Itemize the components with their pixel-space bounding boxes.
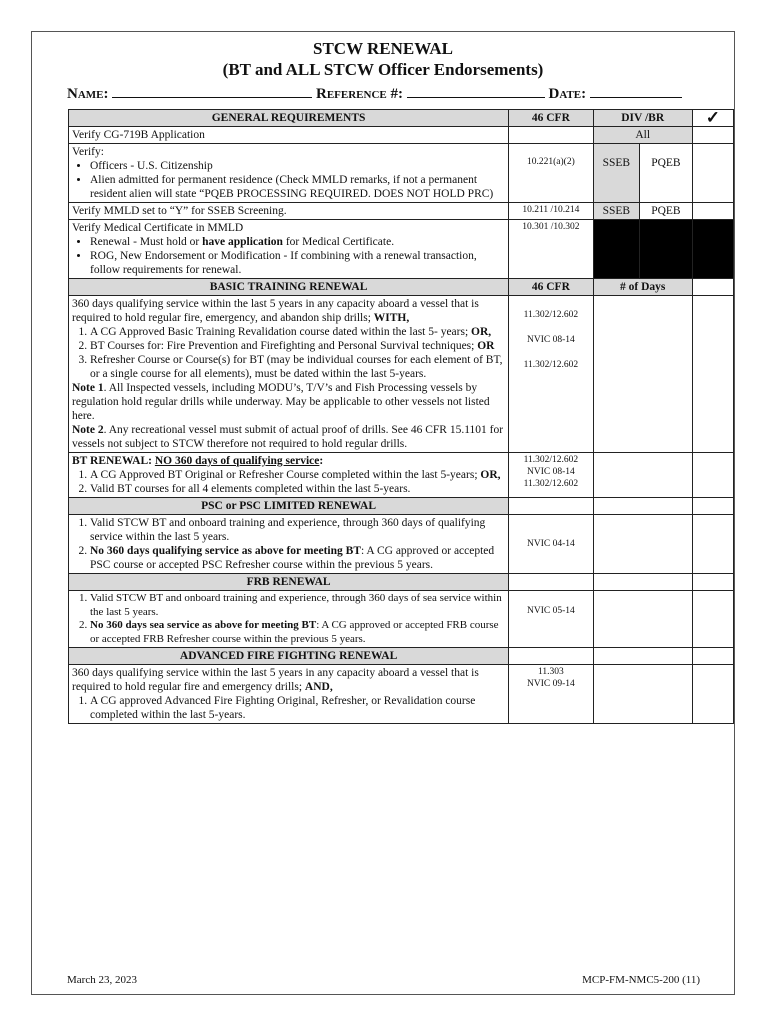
blacked-out-cell xyxy=(692,220,733,279)
table-row xyxy=(69,220,734,279)
days-col-header: # of Days xyxy=(593,279,692,296)
section-header-basic-training xyxy=(69,279,734,296)
blacked-out-cell xyxy=(640,220,693,279)
date-label: Date: xyxy=(548,86,587,102)
header-line xyxy=(67,84,682,103)
table-row xyxy=(69,515,734,574)
note-1: Note 1. All Inspected vessels, including MODU’s, T/V’s and Fish Processing vessels by regulation hold regular drills while underway. May be applicable to other vessels not listed here. xyxy=(72,382,490,422)
list-item: 1. A CG approved Advanced Fire Fighting Original, Refresher, or Revalidation course completed within the last 5-years. xyxy=(90,694,505,722)
note-2: Note 2. Any recreational vessel must submit of actual proof of drills. See 46 CFR 15.1101 for vessels not subject to STCW therefore not required to hold regular drills. xyxy=(72,424,504,450)
div-cell: SSEB xyxy=(593,203,639,220)
list-item: • Officers - U.S. Citizenship xyxy=(90,159,505,173)
list-item: 2. No 360 days qualifying service as above for meeting BT: A CG approved or accepted PSC course or accepted PSC Refresher course within the previous 5 years. xyxy=(90,544,505,572)
list-item: • ROG, New Endorsement or Modification - If combining with a renewal transaction, follow requirements for renewal. xyxy=(90,249,505,277)
days-cell[interactable] xyxy=(593,296,692,453)
table-row xyxy=(69,453,734,498)
section-header-aff xyxy=(69,648,734,665)
row-text xyxy=(69,591,509,648)
medical-intro: Verify Medical Certificate in MMLD xyxy=(72,222,244,234)
days-cell[interactable] xyxy=(593,591,692,648)
cfr-cell: 10.301 /10.302 xyxy=(509,220,593,279)
section-header-psc xyxy=(69,498,734,515)
list-item: • Renewal - Must hold or have application for Medical Certificate. xyxy=(90,235,505,249)
cfr-cell: NVIC 04-14 xyxy=(509,515,593,574)
blacked-out-cell xyxy=(593,220,639,279)
check-cell[interactable] xyxy=(692,591,733,648)
check-cell[interactable] xyxy=(692,665,733,724)
check-cell[interactable] xyxy=(692,296,733,453)
cfr-cell: 11.303 NVIC 09-14 xyxy=(509,665,593,724)
list-item: 3. Refresher Course or Course(s) for BT (may be individual courses for each element of BT, or a single course for all elements), must be dated within the last 5-years. xyxy=(90,353,505,381)
checkmark-col-header: ✓ xyxy=(692,110,733,127)
days-cell[interactable] xyxy=(593,453,692,498)
check-cell[interactable] xyxy=(692,127,733,144)
table-row xyxy=(69,296,734,453)
table-row xyxy=(69,203,734,220)
row-text: BT RENEWAL: NO 360 days of qualifying service: 1. A CG Approved BT Original or Refresher Course completed within the last 5-years; OR, 2. Valid BT courses for all 4 elements completed within the last 5-years. xyxy=(69,453,509,498)
div-col-header: DIV /BR xyxy=(593,110,692,127)
row-text xyxy=(69,515,509,574)
cfr-cell: NVIC 05-14 xyxy=(509,591,593,648)
requirements-table xyxy=(68,109,734,724)
form-title: STCW RENEWAL xyxy=(313,39,453,58)
list-item: 2. No 360 days sea service as above for meeting BT: A CG approved or accepted FRB course or accepted FRB Refresher course within the previous 5 years. xyxy=(90,619,505,646)
footer-date: March 23, 2023 xyxy=(67,974,137,986)
section-header-general xyxy=(69,110,734,127)
div-cell: PQEB xyxy=(640,203,693,220)
row-text: 360 days qualifying service within the last 5 years in any capacity aboard a vessel that is required to hold regular fire and emergency drills; AND, 1. A CG approved Advanced Fire Fighting Original, Refresher, or Revalidation course completed within the last 5-years. xyxy=(69,665,509,724)
frb-heading: FRB RENEWAL xyxy=(69,574,509,591)
row-text xyxy=(69,220,509,279)
div-cell: PQEB xyxy=(640,144,693,203)
table-row xyxy=(69,591,734,648)
cfr-cell: 10.211 /10.214 xyxy=(509,203,593,220)
list-item: 1. Valid STCW BT and onboard training and experience, through 360 days of qualifying service within the last 5 years. xyxy=(90,516,505,544)
date-field[interactable] xyxy=(590,84,682,98)
cfr-cell: 11.302/12.602 NVIC 08-14 11.302/12.602 xyxy=(509,296,593,453)
div-cell: All xyxy=(593,127,692,144)
days-cell[interactable] xyxy=(593,665,692,724)
basic-heading: BASIC TRAINING RENEWAL xyxy=(69,279,509,296)
check-cell[interactable] xyxy=(692,144,733,203)
verify-intro: Verify: xyxy=(72,146,104,158)
div-cell: SSEB xyxy=(593,144,639,203)
list-item: • Alien admitted for permanent residence (Check MMLD remarks, if not a permanent resident alien will state “PQEB PROCESSING REQUIRED. DOES NOT HOLD PRC) xyxy=(90,173,505,201)
row-text: Verify CG-719B Application xyxy=(69,127,509,144)
list-item: 1. Valid STCW BT and onboard training and experience, through 360 days of sea service within the last 5 years. xyxy=(90,592,505,619)
check-cell[interactable] xyxy=(692,453,733,498)
days-cell[interactable] xyxy=(593,515,692,574)
list-item: 1. A CG Approved Basic Training Revalidation course dated within the last 5- years; OR, xyxy=(90,325,505,339)
row-text: 360 days qualifying service within the last 5 years in any capacity aboard a vessel that is required to hold regular fire, emergency, and abandon ship drills; WITH, 1. A CG Approved Basic Training Revalidation course dated within the last 5- years; OR, 2. BT Courses for: Fire Prevention and Firefighting and Personal Survival techniques; OR 3. Refresher Course or Course(s) for BT (may be individual courses for each element of BT, or a single course for all elements), must be dated within the last 5-years. Note 1. All Inspected vessels, including MODU’s, T/V’s and Fish Processing vessels by regulation hold regular drills while underway. May be applicable to other vessels not listed here. Note 2. Any recreational vessel must submit of actual proof of drills. See 46 CFR 15.1101 for vessels not subject to STCW therefore not required to hold regular drills. xyxy=(69,296,509,453)
form-subtitle: (BT and ALL STCW Officer Endorsements) xyxy=(222,60,544,79)
cfr-col-header: 46 CFR xyxy=(509,279,593,296)
cfr-cell: 10.221(a)(2) xyxy=(509,144,593,203)
check-cell[interactable] xyxy=(692,203,733,220)
cfr-col-header: 46 CFR xyxy=(509,110,593,127)
reference-field[interactable] xyxy=(407,84,545,98)
cfr-cell: 11.302/12.602 NVIC 08-14 11.302/12.602 xyxy=(509,453,593,498)
name-label: Name: xyxy=(67,86,109,102)
table-row xyxy=(69,144,734,203)
row-text xyxy=(69,144,509,203)
reference-label: Reference #: xyxy=(316,86,403,102)
aff-heading: ADVANCED FIRE FIGHTING RENEWAL xyxy=(69,648,509,665)
list-item: 2. BT Courses for: Fire Prevention and Firefighting and Personal Survival techniques; OR xyxy=(90,339,505,353)
psc-heading: PSC or PSC LIMITED RENEWAL xyxy=(69,498,509,515)
footer-form-number: MCP-FM-NMC5-200 (11) xyxy=(582,974,700,986)
row-text: Verify MMLD set to “Y” for SSEB Screening. xyxy=(69,203,509,220)
list-item: 1. A CG Approved BT Original or Refresher Course completed within the last 5-years; OR, xyxy=(90,468,505,482)
table-row xyxy=(69,127,734,144)
list-item: 2. Valid BT courses for all 4 elements completed within the last 5-years. xyxy=(90,482,505,496)
table-row xyxy=(69,665,734,724)
check-cell[interactable] xyxy=(692,515,733,574)
general-heading: GENERAL REQUIREMENTS xyxy=(69,110,509,127)
section-header-frb xyxy=(69,574,734,591)
cfr-cell xyxy=(509,127,593,144)
form-page xyxy=(31,31,735,995)
name-field[interactable] xyxy=(112,84,312,98)
